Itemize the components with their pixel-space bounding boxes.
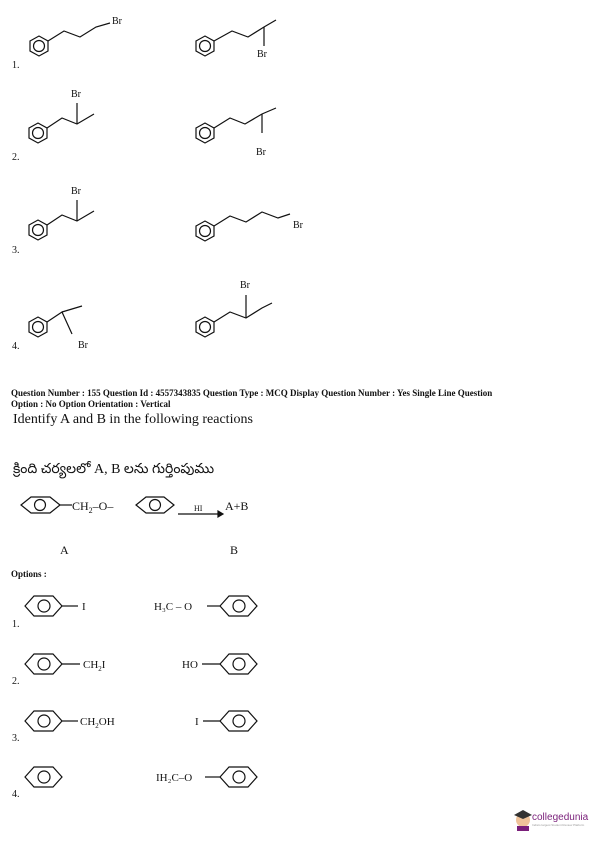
question-meta-line-2: Option : No Option Orientation : Vertical — [11, 399, 171, 409]
collegedunia-logo-icon — [514, 810, 532, 831]
option-3-right-structure — [196, 212, 290, 241]
reaction-products: A+B — [225, 499, 249, 513]
option-2-left-br: Br — [71, 89, 81, 100]
option-2-number: 2. — [12, 152, 20, 163]
answer-2-b-prefix: HO — [182, 659, 198, 671]
answer-2-a-group: $CH_2I$ — [83, 659, 106, 673]
reactant-ring-left — [21, 497, 60, 513]
answer-2-a-ring — [25, 654, 80, 674]
option-3-left-structure — [29, 200, 94, 240]
answer-4-a-ring — [25, 767, 62, 787]
answer-1-b-ring — [220, 596, 257, 616]
answer-3-b-ring — [220, 711, 257, 731]
label-a: A — [60, 543, 69, 557]
reaction-arrow-head — [218, 511, 223, 517]
answer-2-b-ring — [220, 654, 257, 674]
reactant-ring-right — [136, 497, 174, 513]
option-3-left-br: Br — [71, 186, 81, 197]
watermark-brand: collegedunia — [532, 812, 589, 823]
option-2-left-structure — [29, 103, 94, 143]
answer-1-a-group: I — [82, 601, 86, 613]
option-1-number: 1. — [12, 60, 20, 71]
question-meta-line-1: Question Number : 155 Question Id : 4557343835 Question Type : MCQ Display Question Number : Yes Single Line Question — [11, 388, 493, 398]
reaction-ch2: $CH_2-O-$ — [72, 499, 114, 515]
option-1-left-structure — [30, 23, 110, 56]
answer-3-a-ring — [25, 711, 78, 731]
option-2-right-structure — [196, 108, 276, 143]
answer-4-b-prefix: IH₂C–O — [156, 772, 193, 784]
option-1-left-br: Br — [112, 16, 122, 27]
answer-3-number: 3. — [12, 733, 20, 744]
answer-4-number: 4. — [12, 789, 20, 800]
option-3-number: 3. — [12, 245, 20, 256]
option-4-left-br: Br — [78, 340, 88, 351]
answer-2-number: 2. — [12, 676, 20, 687]
answer-1-number: 1. — [12, 619, 20, 630]
watermark — [532, 812, 592, 827]
answer-1-b-prefix: H₃C – O — [154, 601, 193, 613]
reagent-hi: HI — [194, 504, 203, 513]
option-4-left-structure — [29, 306, 82, 337]
answer-3-a-group: $CH_2OH$ — [80, 716, 115, 730]
option-4-number: 4. — [12, 341, 20, 352]
answer-4-b-ring — [220, 767, 257, 787]
watermark-tagline: India's largest Student Review Platform — [532, 823, 585, 827]
option-2-right-br: Br — [256, 147, 266, 158]
answer-3-b-prefix: I — [195, 716, 199, 728]
option-1-right-br: Br — [257, 49, 267, 60]
options-label: Options : — [11, 569, 47, 579]
question-meta — [11, 388, 586, 410]
answer-1-a-ring — [25, 596, 78, 616]
option-3-right-br: Br — [293, 220, 303, 231]
question-text-telugu: క్రింది చర్యలలో A, B లను గుర్తింపుము — [13, 462, 215, 477]
option-4-right-structure — [196, 295, 272, 337]
label-b: B — [230, 543, 239, 557]
option-4-right-br: Br — [240, 280, 250, 291]
question-text-english: Identify A and B in the following reactions — [13, 412, 253, 427]
